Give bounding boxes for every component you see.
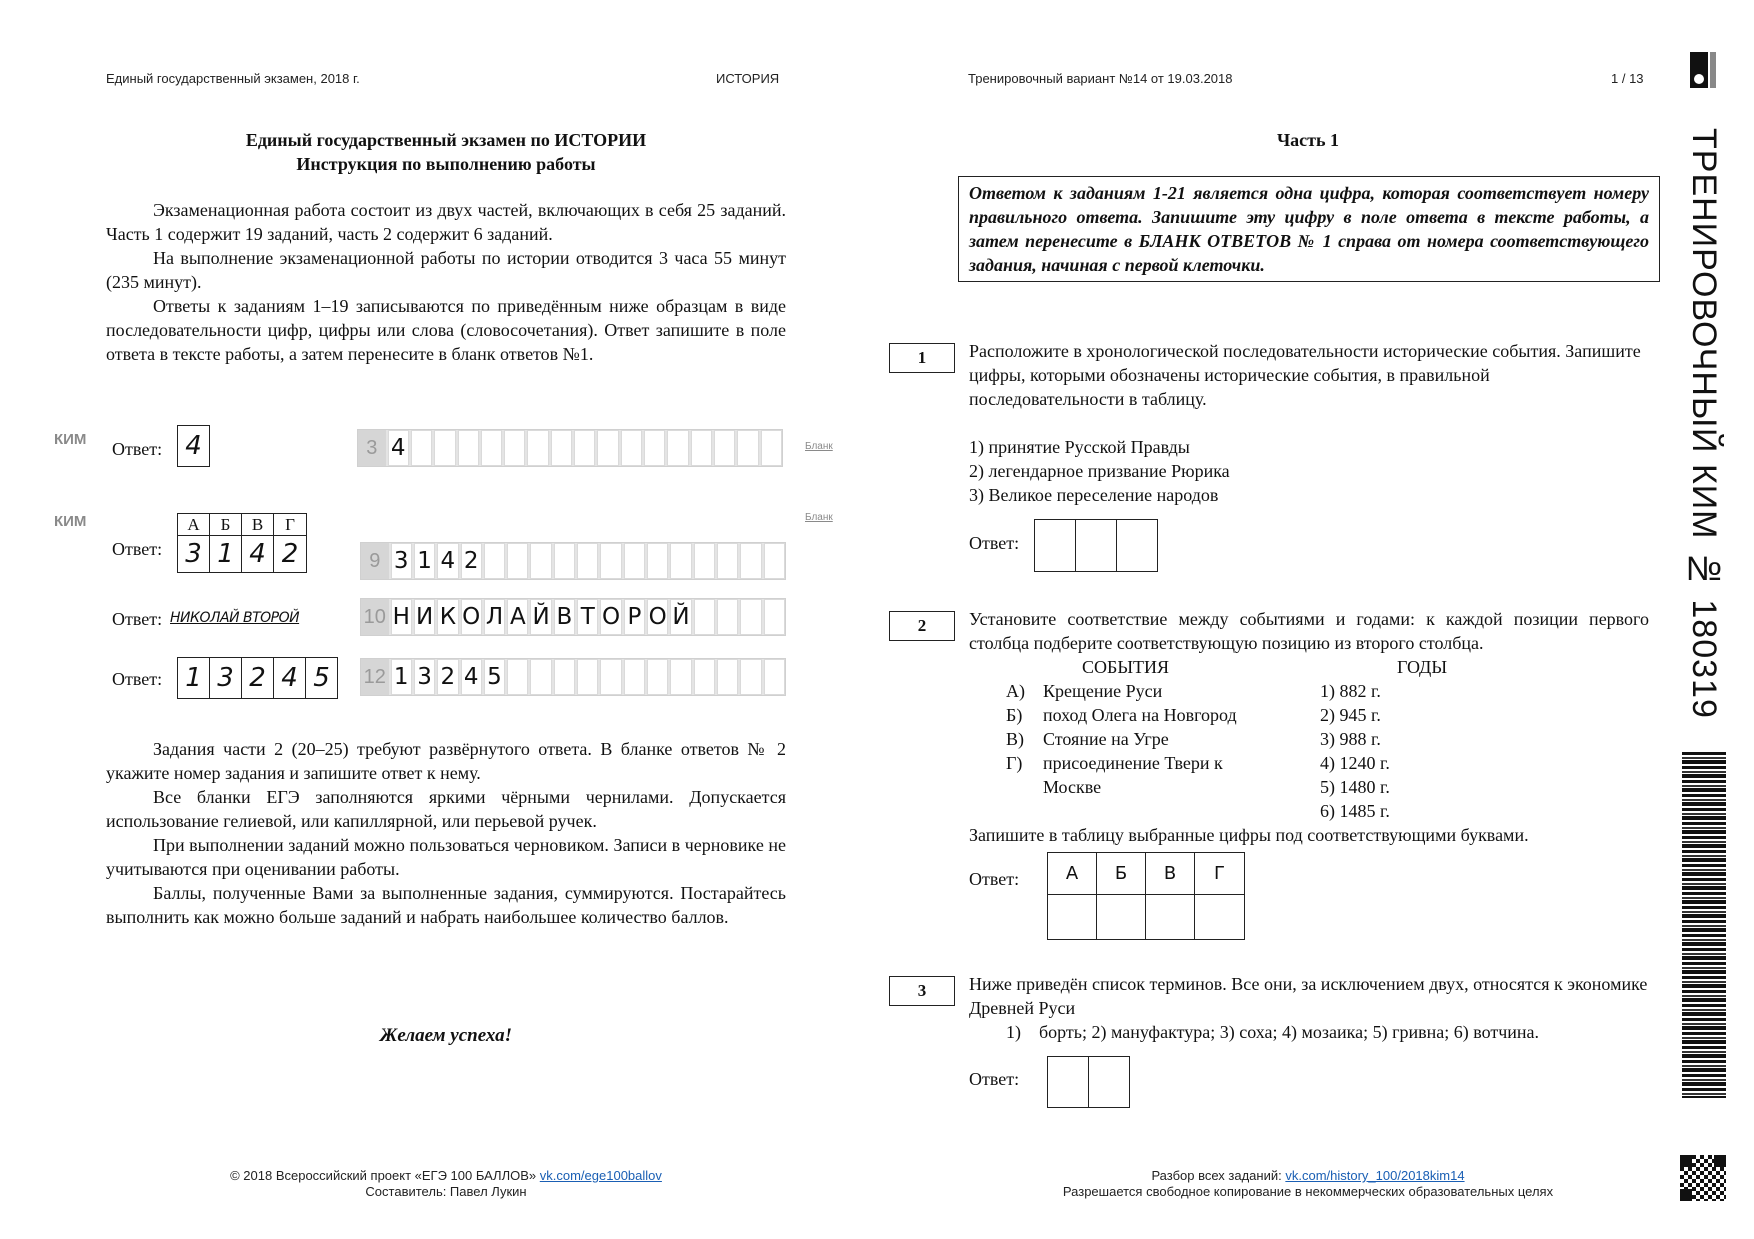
strip-cell: О bbox=[461, 599, 482, 635]
strip-cell bbox=[554, 659, 575, 695]
page-title bbox=[106, 128, 786, 176]
vertical-kim-title: ТРЕНИРОВОЧНЫЙ КИМ № 180319 bbox=[1685, 128, 1723, 719]
sample-answer-box-1 bbox=[177, 425, 210, 467]
strip-cell bbox=[694, 659, 715, 695]
answer-label: Ответ: bbox=[969, 869, 1020, 889]
answer-cell: 4 bbox=[274, 658, 306, 698]
strip-cell: 4 bbox=[388, 430, 409, 466]
barcode-icon bbox=[1682, 752, 1726, 1098]
year-item: 6) 1485 г. bbox=[1320, 801, 1390, 821]
strip-cell bbox=[717, 659, 738, 695]
header-subject: ИСТОРИЯ bbox=[716, 71, 780, 86]
strip-cell: Р bbox=[624, 599, 645, 635]
strip-cell: А bbox=[507, 599, 528, 635]
title-line-2: Инструкция по выполнению работы bbox=[296, 154, 596, 174]
strip-cell bbox=[577, 543, 598, 579]
strip-cell bbox=[504, 430, 525, 466]
question-3-terms: 1) борть; 2) мануфактура; 3) соха; 4) мозаика; 5) гривна; 6) вотчина. bbox=[1006, 1022, 1540, 1042]
option: 3) Великое переселение народов bbox=[969, 485, 1219, 505]
strip-number: 10 bbox=[361, 599, 389, 635]
strip-cell bbox=[411, 430, 432, 466]
strip-cell: Л bbox=[484, 599, 505, 635]
answer-cell: 1 bbox=[178, 658, 210, 698]
blank-label: Бланк bbox=[805, 512, 833, 523]
table-header: Б bbox=[1097, 853, 1146, 895]
strip-cell: 5 bbox=[484, 659, 505, 695]
strip-cell bbox=[600, 659, 621, 695]
strip-cell: К bbox=[437, 599, 458, 635]
corner-marker-icon bbox=[1690, 52, 1716, 88]
year-item: 5) 1480 г. bbox=[1320, 777, 1390, 797]
blank-strip-12 bbox=[360, 658, 786, 696]
review-text: Разбор всех заданий: bbox=[1151, 1168, 1282, 1183]
table-header: Г bbox=[274, 514, 306, 536]
strip-cell bbox=[597, 430, 618, 466]
strip-cell bbox=[600, 543, 621, 579]
table-header: Г bbox=[1195, 853, 1244, 895]
strip-cell bbox=[647, 659, 668, 695]
answer-cell: 5 bbox=[313, 663, 330, 693]
question-1-answer-box[interactable] bbox=[1034, 519, 1158, 572]
strip-cell: 1 bbox=[391, 659, 412, 695]
year-item: 1) 882 г. bbox=[1320, 681, 1381, 701]
left-footer bbox=[106, 1168, 786, 1200]
strip-cell: 1 bbox=[414, 543, 435, 579]
strip-cell: 3 bbox=[414, 659, 435, 695]
answer-label: Ответ: bbox=[112, 539, 163, 559]
strip-cell bbox=[740, 659, 761, 695]
option: 2) легендарное призвание Рюрика bbox=[969, 461, 1230, 481]
answer-cell[interactable] bbox=[1117, 520, 1157, 571]
answer-cell: 4 bbox=[185, 431, 202, 461]
question-3-text: Ниже приведён список терминов. Все они, за исключением двух, относятся к экономике Древней Руси bbox=[969, 974, 1648, 1018]
table-header: В bbox=[242, 514, 274, 536]
paragraph: При выполнении заданий можно пользоваться черновиком. Записи в черновике не учитываются при оценивании работы. bbox=[106, 835, 786, 879]
answer-cell[interactable] bbox=[1097, 895, 1146, 939]
blank-label: Бланк bbox=[805, 441, 833, 452]
strip-cell bbox=[740, 543, 761, 579]
events-list bbox=[1006, 679, 1296, 799]
strip-cell bbox=[554, 543, 575, 579]
answer-cell: 3 bbox=[178, 536, 210, 572]
question-3-answer-box[interactable] bbox=[1047, 1056, 1130, 1108]
author-text: Составитель: Павел Лукин bbox=[365, 1184, 527, 1199]
strip-cell bbox=[530, 543, 551, 579]
answer-cell: 4 bbox=[242, 536, 274, 572]
question-number-1: 1 bbox=[889, 343, 955, 373]
event-item: Г) присоединение Твери к Москве bbox=[1006, 753, 1223, 797]
strip-cell bbox=[740, 599, 761, 635]
strip-cell: 3 bbox=[391, 543, 412, 579]
copy-permission-text: Разрешается свободное копирование в некоммерческих образовательных целях bbox=[1062, 1184, 1554, 1199]
table-header: В bbox=[1146, 853, 1195, 895]
answer-label: Ответ: bbox=[969, 533, 1020, 553]
question-1-options bbox=[969, 435, 1230, 507]
instructions-part1 bbox=[106, 198, 786, 366]
table-header: А bbox=[178, 514, 210, 536]
strip-cell bbox=[717, 543, 738, 579]
right-footer bbox=[958, 1168, 1658, 1200]
part-title: Часть 1 bbox=[1276, 130, 1340, 150]
strip-number: 9 bbox=[361, 543, 389, 579]
paragraph: Экзаменационная работа состоит из двух частей, включающих в себя 25 заданий. Часть 1 содержит 19 заданий, часть 2 содержит 6 заданий. bbox=[106, 200, 786, 244]
strip-cell bbox=[737, 430, 758, 466]
qr-code-icon bbox=[1680, 1155, 1726, 1201]
paragraph: Задания части 2 (20–25) требуют развёрнутого ответа. В бланке ответов № 2 укажите номер задания и запишите ответ к нему. bbox=[106, 739, 786, 783]
answer-cell[interactable] bbox=[1048, 895, 1097, 939]
event-item: В) Стояние на Угре bbox=[1006, 729, 1169, 749]
paragraph: На выполнение экзаменационной работы по истории отводится 3 часа 55 минут (235 минут). bbox=[106, 248, 786, 292]
answer-cell[interactable] bbox=[1035, 520, 1076, 571]
strip-cell bbox=[507, 659, 528, 695]
answer-cell[interactable] bbox=[1146, 895, 1195, 939]
answer-label: Ответ: bbox=[112, 439, 163, 459]
title-line-1: Единый государственный экзамен по ИСТОРИИ bbox=[245, 130, 647, 150]
answer-cell: 1 bbox=[210, 536, 242, 572]
strip-cell bbox=[670, 659, 691, 695]
blank-strip-9 bbox=[360, 542, 786, 580]
year-item: 2) 945 г. bbox=[1320, 705, 1381, 725]
strip-cell: 4 bbox=[437, 543, 458, 579]
strip-cell bbox=[764, 599, 785, 635]
event-item: Б) поход Олега на Новгород bbox=[1006, 705, 1237, 725]
sample-answer-table-2 bbox=[177, 513, 307, 573]
strip-cell bbox=[458, 430, 479, 466]
instructions-part2 bbox=[106, 737, 786, 929]
question-2-instruction: Запишите в таблицу выбранные цифры под соответствующими буквами. bbox=[969, 825, 1529, 845]
answer-cell[interactable] bbox=[1076, 520, 1117, 571]
strip-cell bbox=[481, 430, 502, 466]
strip-cell: В bbox=[554, 599, 575, 635]
strip-cell: 2 bbox=[461, 543, 482, 579]
strip-cell bbox=[551, 430, 572, 466]
strip-cell bbox=[667, 430, 688, 466]
sample-answer-box-4 bbox=[177, 657, 338, 699]
blank-strip-10 bbox=[360, 598, 786, 636]
years-header: ГОДЫ bbox=[1397, 657, 1448, 677]
strip-cell bbox=[507, 543, 528, 579]
year-item: 3) 988 г. bbox=[1320, 729, 1381, 749]
question-number-2: 2 bbox=[889, 611, 955, 641]
strip-cell bbox=[624, 543, 645, 579]
option: 1) принятие Русской Правды bbox=[969, 437, 1190, 457]
paragraph: Все бланки ЕГЭ заполняются яркими чёрными чернилами. Допускается использование гелиевой, или капиллярной, или перьевой ручек. bbox=[106, 787, 786, 831]
event-item: А) Крещение Руси bbox=[1006, 681, 1163, 701]
answer-label: Ответ: bbox=[969, 1069, 1020, 1089]
part1-instruction-box: Ответом к заданиям 1-21 является одна цифра, которая соответствует номеру правильного ответа. Запишите эту цифру в поле ответа в тексте работы, а затем перенесите в БЛАНК ОТВЕТОВ № 1 справа от номера соответствующего задания, начиная с первой клеточки. bbox=[958, 176, 1660, 282]
strip-cell: Т bbox=[577, 599, 598, 635]
strip-cell bbox=[764, 659, 785, 695]
header-exam-title: Единый государственный экзамен, 2018 г. bbox=[106, 71, 360, 86]
answer-cell: 2 bbox=[242, 658, 274, 698]
strip-cell bbox=[527, 430, 548, 466]
strip-cell bbox=[694, 543, 715, 579]
strip-cell: О bbox=[647, 599, 668, 635]
sample-answer-text: НИКОЛАЙ ВТОРОЙ bbox=[170, 610, 300, 626]
strip-cell bbox=[644, 430, 665, 466]
answer-cell: 3 bbox=[210, 658, 242, 698]
strip-cell: 2 bbox=[437, 659, 458, 695]
answer-cell[interactable] bbox=[1195, 895, 1244, 939]
kim-label: КИМ bbox=[54, 431, 87, 448]
strip-cell: Н bbox=[391, 599, 412, 635]
question-1-text: Расположите в хронологической последовательности исторические события. Запишите цифры, которыми обозначены исторические события, в правильной последовательности в таблицу. bbox=[969, 341, 1641, 409]
table-header: Б bbox=[210, 514, 242, 536]
strip-cell bbox=[624, 659, 645, 695]
strip-cell bbox=[621, 430, 642, 466]
strip-cell: Й bbox=[530, 599, 551, 635]
strip-cell bbox=[577, 659, 598, 695]
page-number: 1 / 13 bbox=[1611, 71, 1644, 86]
strip-cell bbox=[694, 599, 715, 635]
header-variant: Тренировочный вариант №14 от 19.03.2018 bbox=[968, 71, 1233, 86]
question-number-3: 3 bbox=[889, 976, 955, 1006]
strip-number: 3 bbox=[358, 430, 386, 466]
strip-cell: 4 bbox=[461, 659, 482, 695]
question-2-answer-table[interactable] bbox=[1047, 852, 1245, 940]
strip-cell bbox=[761, 430, 782, 466]
strip-cell bbox=[691, 430, 712, 466]
strip-cell bbox=[717, 599, 738, 635]
answer-cell[interactable] bbox=[1089, 1057, 1129, 1107]
strip-cell bbox=[574, 430, 595, 466]
strip-cell: И bbox=[414, 599, 435, 635]
answer-cell[interactable] bbox=[1048, 1057, 1089, 1107]
table-header: А bbox=[1048, 853, 1097, 895]
strip-cell bbox=[434, 430, 455, 466]
question-2-text: Установите соответствие между событиями и годами: к каждой позиции первого столбца подберите соответствующую позицию из второго столбца. bbox=[969, 609, 1649, 653]
strip-cell bbox=[647, 543, 668, 579]
paragraph: Баллы, полученные Вами за выполненные задания, суммируются. Постарайтесь выполнить как можно больше заданий и набрать наибольшее количество баллов. bbox=[106, 883, 786, 927]
strip-number: 12 bbox=[361, 659, 389, 695]
kim-label: КИМ bbox=[54, 513, 87, 530]
blank-strip-3 bbox=[357, 429, 783, 467]
vk-project-link[interactable]: vk.com/ege100ballov bbox=[539, 1168, 662, 1183]
strip-cell bbox=[670, 543, 691, 579]
strip-cell bbox=[764, 543, 785, 579]
events-header: СОБЫТИЯ bbox=[1082, 657, 1170, 677]
strip-cell: Й bbox=[670, 599, 691, 635]
strip-cell: О bbox=[600, 599, 621, 635]
good-luck-text: Желаем успеха! bbox=[379, 1025, 513, 1046]
strip-cell bbox=[484, 543, 505, 579]
answer-label: Ответ: bbox=[112, 669, 163, 689]
strip-cell bbox=[714, 430, 735, 466]
year-item: 4) 1240 г. bbox=[1320, 753, 1390, 773]
answer-label: Ответ: bbox=[112, 609, 163, 629]
answer-cell: 2 bbox=[281, 539, 299, 569]
copyright-text: © 2018 Всероссийский проект «ЕГЭ 100 БАЛЛОВ» bbox=[230, 1168, 537, 1183]
paragraph: Ответы к заданиям 1–19 записываются по приведённым ниже образцам в виде последовательности цифр, цифры или слова (словосочетания). Ответ запишите в поле ответа в тексте работы, а затем перенесите в бланк ответов №1. bbox=[106, 296, 786, 364]
years-list bbox=[1320, 679, 1390, 823]
vk-history-link[interactable]: vk.com/history_100/2018kim14 bbox=[1285, 1168, 1465, 1183]
strip-cell bbox=[530, 659, 551, 695]
